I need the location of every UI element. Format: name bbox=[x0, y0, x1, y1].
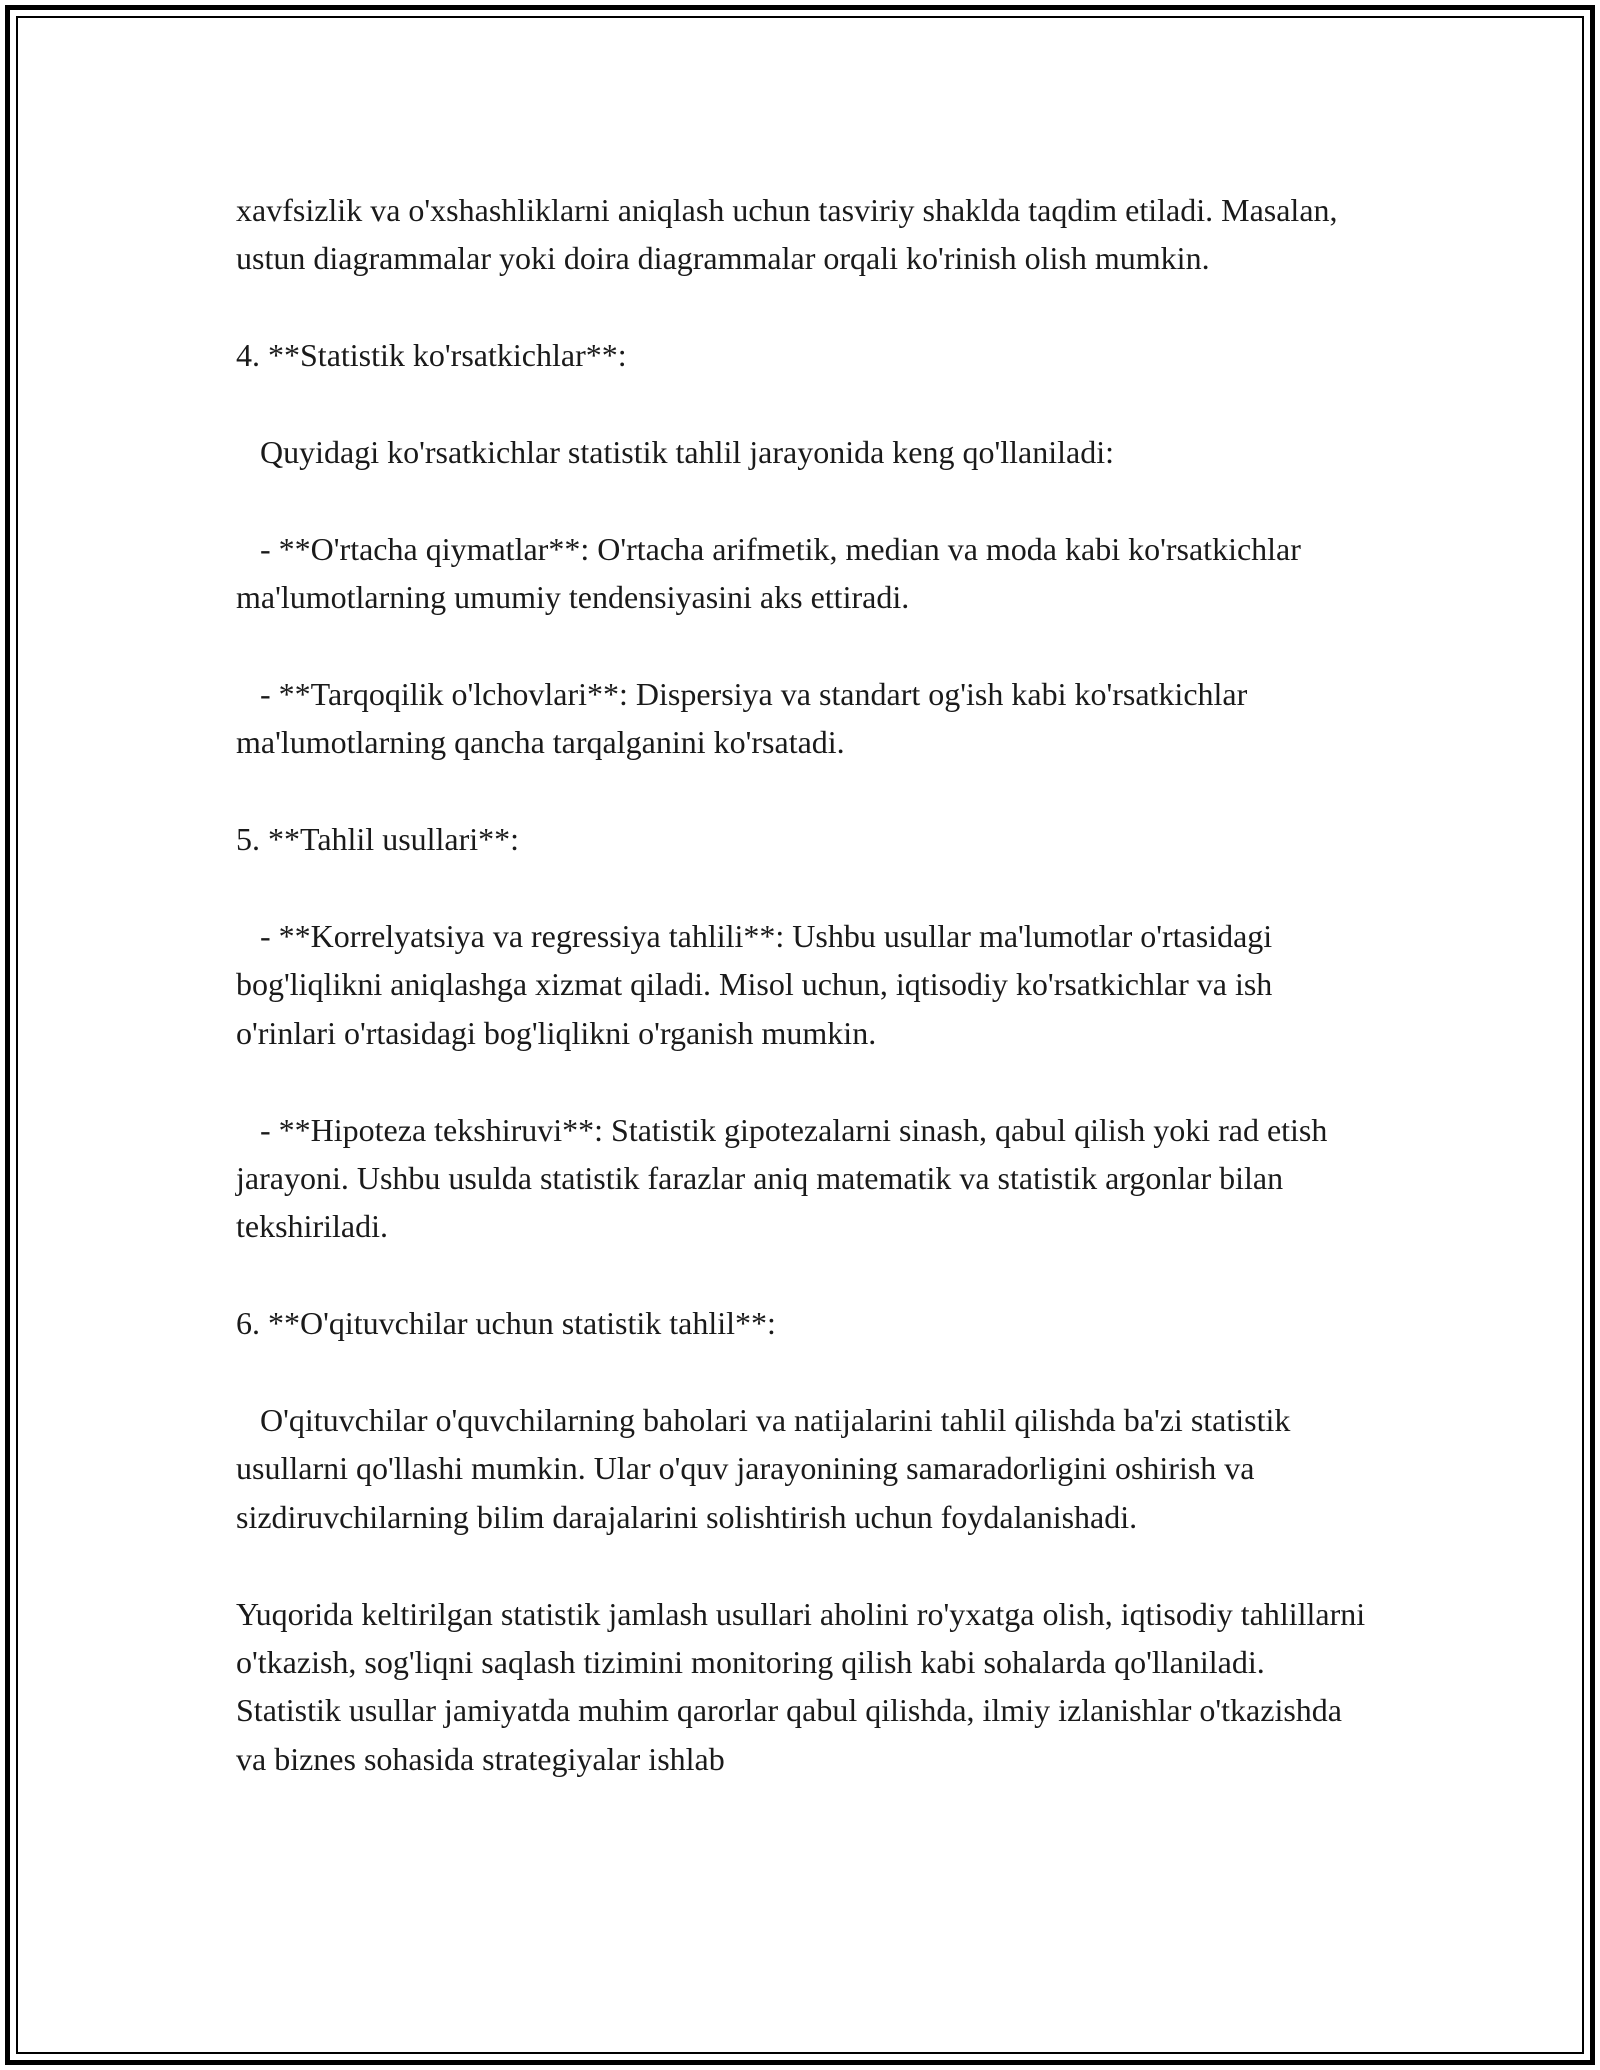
paragraph-gap bbox=[236, 1348, 1366, 1396]
list-item-correlation: - **Korrelyatsiya va regressiya tahlili**: Ushbu usullar ma'lumotlar o'rtasidagi bog'liqlikni aniqlashga xizmat qiladi. Misol uchun, iqtisodiy ko'rsatkichlar va ish o'rinlari o'rtasidagi bog'liqlikni o'rganish mumkin. bbox=[236, 918, 1281, 1051]
paragraph-gap bbox=[236, 1251, 1366, 1299]
section-heading-6: 6. **O'qituvchilar uchun statistik tahlil**: bbox=[236, 1305, 776, 1342]
document-body bbox=[236, 186, 1374, 1783]
section-heading-5: 5. **Tahlil usullari**: bbox=[236, 821, 520, 858]
paragraph-gap bbox=[236, 864, 1366, 912]
list-item-mean-values: - **O'rtacha qiymatlar**: O'rtacha arifmetik, median va moda kabi ko'rsatkichlar ma'lumotlarning umumiy tendensiyasini aks ettiradi. bbox=[236, 530, 1309, 616]
paragraph-teachers: O'qituvchilar o'quvchilarning baholari va natijalarini tahlil qilishda ba'zi statistik usullarni qo'llashi mumkin. Ular o'quv jarayonining samaradorligini oshirish va sizdiruvchilarning bilim darajalarini solishtirish uchun foydalanishadi. bbox=[236, 1402, 1299, 1535]
paragraph-gap bbox=[236, 1057, 1366, 1105]
list-item-dispersion: - **Tarqoqilik o'lchovlari**: Dispersiya va standart og'ish kabi ko'rsatkichlar ma'lumotlarning qancha tarqalganini ko'rsatadi. bbox=[236, 676, 1256, 761]
paragraph-intro-continuation: xavfsizlik va o'xshashliklarni aniqlash uchun tasviriy shaklda taqdim etiladi. Masalan, ustun diagrammalar yoki doira diagrammalar orqali ko'rinish olish mumkin. bbox=[236, 192, 1346, 277]
paragraph-gap bbox=[236, 767, 1366, 815]
list-item-hypothesis: - **Hipoteza tekshiruvi**: Statistik gipotezalarni sinash, qabul qilish yoki rad etish jarayoni. Ushbu usulda statistik farazlar aniq matematik va statistik argonlar bilan tekshiriladi. bbox=[236, 1111, 1336, 1245]
paragraph-gap bbox=[236, 380, 1366, 428]
paragraph-indicators-intro: Quyidagi ko'rsatkichlar statistik tahlil jarayonida keng qo'llaniladi: bbox=[236, 434, 1114, 470]
paragraph-gap bbox=[236, 476, 1366, 524]
paragraph-gap bbox=[236, 283, 1366, 331]
paragraph-gap bbox=[236, 622, 1366, 670]
paragraph-gap bbox=[236, 1541, 1366, 1589]
section-heading-4: 4. **Statistik ko'rsatkichlar**: bbox=[236, 337, 627, 374]
paragraph-conclusion: Yuqorida keltirilgan statistik jamlash usullari aholini ro'yxatga olish, iqtisodiy tahlillarni o'tkazish, sog'liqni saqlash tizimini monitoring qilish kabi sohalarda qo'llaniladi. Statistik usullar jamiyatda muhim qarorlar qabul qilishda, ilmiy izlanishlar o'tkazishda va biznes sohasida strategiyalar ishlab bbox=[236, 1595, 1374, 1777]
